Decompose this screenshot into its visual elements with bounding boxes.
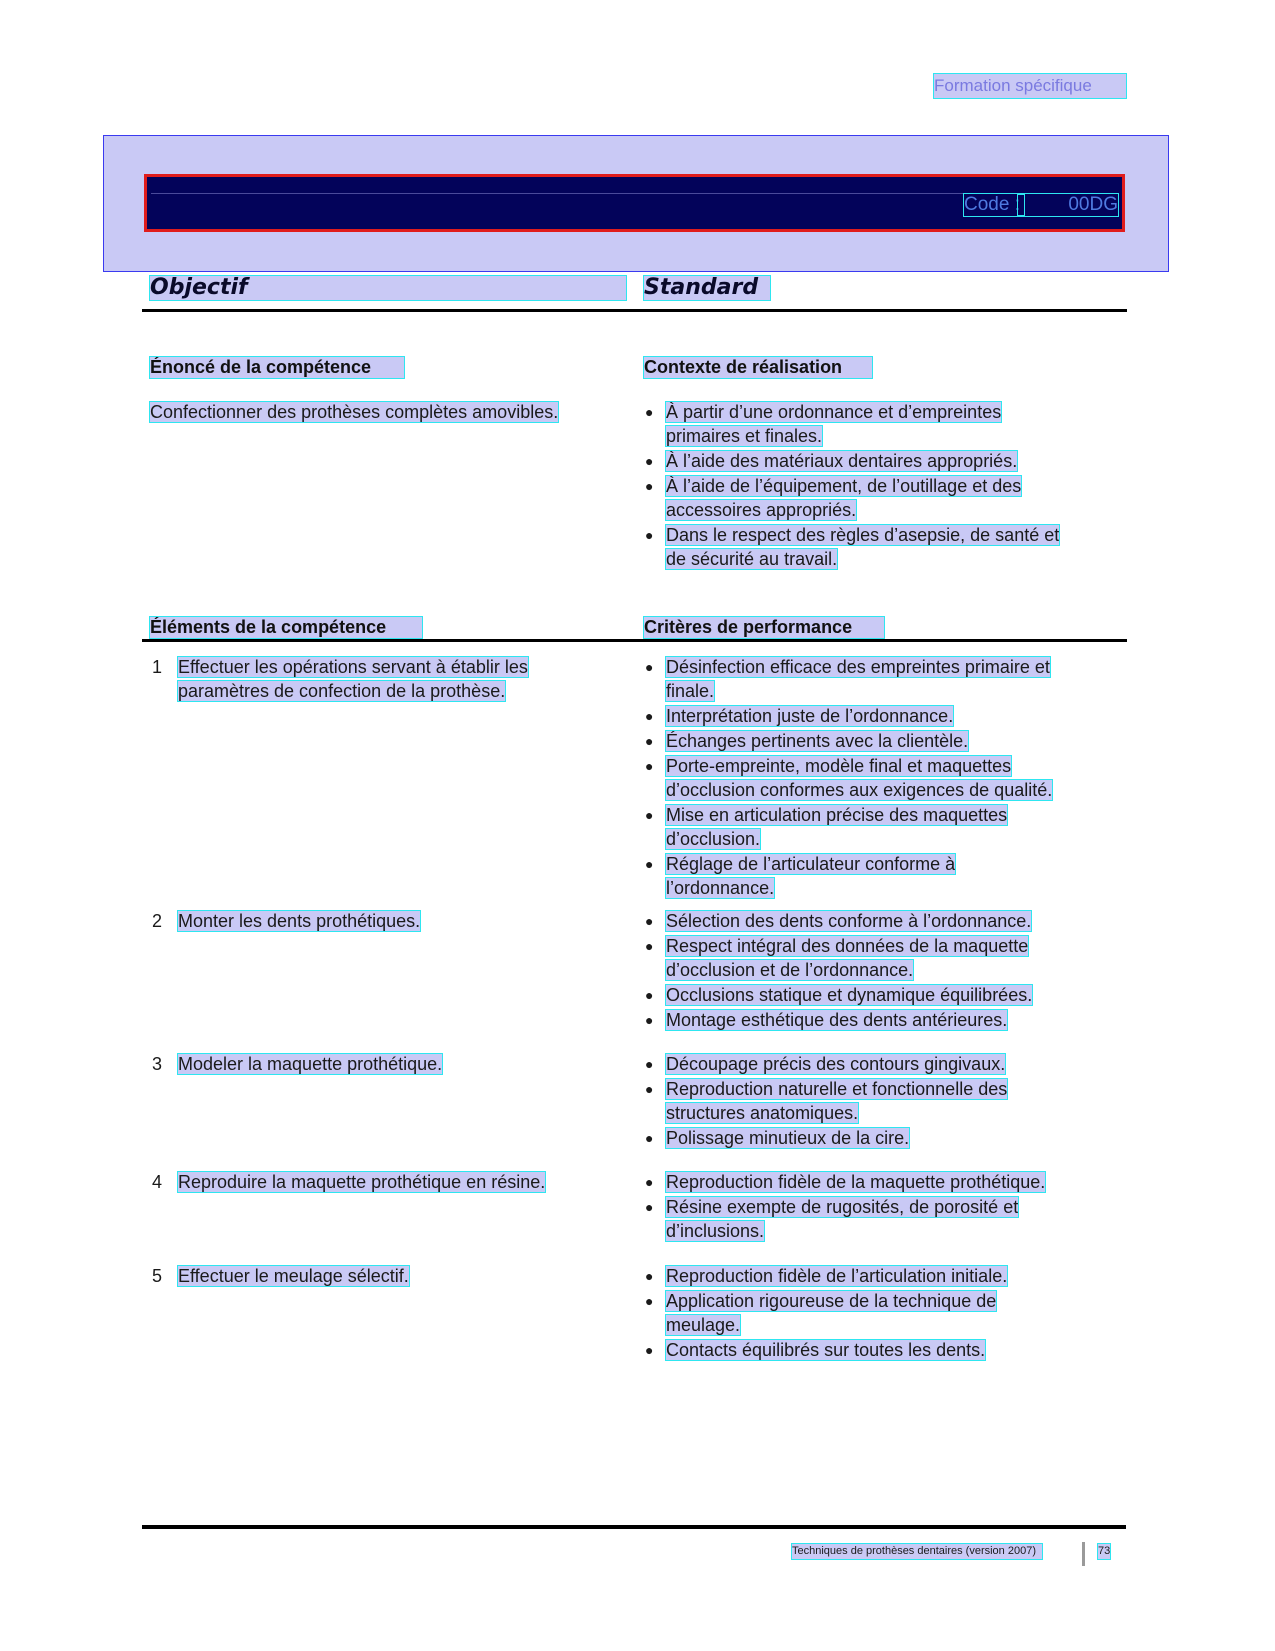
column-heading-standard: Standard: [644, 276, 770, 300]
bullet-icon: ●: [645, 453, 654, 469]
criterion-text: finale.: [666, 681, 715, 701]
criterion-item: [644, 523, 1114, 571]
bullet-icon: ●: [645, 758, 654, 774]
criterion-text: l’ordonnance.: [666, 878, 775, 898]
bullet-icon: ●: [645, 1174, 654, 1190]
heading-rule: [142, 309, 1127, 312]
criterion-text: Reproduction fidèle de la maquette prothétique.: [666, 1172, 1046, 1192]
criterion-item: [644, 449, 1114, 473]
criterion-text: meulage.: [666, 1315, 741, 1335]
criterion-item: [644, 754, 1114, 802]
bullet-icon: ●: [645, 1342, 654, 1358]
element-number: 4: [152, 1172, 163, 1192]
criterion-text: d’occlusion conformes aux exigences de qualité.: [666, 780, 1053, 800]
bullet-icon: ●: [645, 1199, 654, 1215]
criteria-list: [644, 1052, 1114, 1151]
criterion-text: Reproduction fidèle de l’articulation initiale.: [666, 1266, 1008, 1286]
bullet-icon: ●: [645, 1012, 654, 1028]
criterion-item: [644, 1289, 1114, 1337]
contexte-list: [644, 400, 1114, 572]
criterion-text: Respect intégral des données de la maquette: [666, 936, 1029, 956]
bullet-icon: ●: [645, 987, 654, 1003]
criterion-text: Reproduction naturelle et fonctionnelle des: [666, 1079, 1008, 1099]
criterion-text: Porte-empreinte, modèle final et maquettes: [666, 756, 1012, 776]
criterion-item: [644, 729, 1114, 753]
bullet-icon: ●: [645, 807, 654, 823]
element-number: 2: [152, 911, 163, 931]
criterion-text: Sélection des dents conforme à l’ordonnance.: [666, 911, 1032, 931]
bullet-icon: ●: [645, 938, 654, 954]
criterion-item: [644, 909, 1114, 933]
bullet-icon: ●: [645, 404, 654, 420]
criterion-item: [644, 400, 1114, 448]
criterion-item: [644, 704, 1114, 728]
element-text: Effectuer les opérations servant à établir les: [178, 657, 528, 677]
criterion-text: À l’aide de l’équipement, de l’outillage et des: [666, 476, 1022, 496]
criterion-text: d’inclusions.: [666, 1221, 765, 1241]
criteria-list: [644, 1170, 1114, 1244]
criterion-item: [644, 1008, 1114, 1032]
criterion-item: [644, 1077, 1114, 1125]
enonce-line: Confectionner des prothèses complètes amovibles.: [150, 402, 559, 422]
bullet-icon: ●: [645, 913, 654, 929]
bullet-icon: ●: [645, 659, 654, 675]
criterion-item: [644, 1170, 1114, 1194]
criterion-item: [644, 803, 1114, 851]
element-text: Reproduire la maquette prothétique en résine.: [178, 1172, 546, 1192]
element-number: 3: [152, 1054, 163, 1074]
criterion-text: Mise en articulation précise des maquettes: [666, 805, 1008, 825]
element-text: Modeler la maquette prothétique.: [178, 1054, 443, 1074]
criterion-item: [644, 1195, 1114, 1243]
bullet-icon: ●: [645, 1293, 654, 1309]
criterion-item: [644, 474, 1114, 522]
footer-separator: [1082, 1542, 1085, 1566]
elements-heading: Éléments de la compétence: [150, 617, 422, 638]
code-value: 00DG: [1068, 194, 1118, 215]
bullet-icon: ●: [645, 1268, 654, 1284]
criterion-text: de sécurité au travail.: [666, 549, 838, 569]
enonce-heading: Énoncé de la compétence: [150, 357, 404, 378]
competency-title-bar: [144, 174, 1125, 232]
footer-doc-title: Techniques de prothèses dentaires (version 2007): [792, 1544, 1042, 1559]
criterion-text: Montage esthétique des dents antérieures.: [666, 1010, 1008, 1030]
criterion-text: Résine exempte de rugosités, de porosité et: [666, 1197, 1019, 1217]
criterion-text: d’occlusion.: [666, 829, 761, 849]
criterion-text: Désinfection efficace des empreintes primaire et: [666, 657, 1050, 677]
bullet-icon: ●: [645, 1056, 654, 1072]
bullet-icon: ●: [645, 1081, 654, 1097]
criterion-text: Réglage de l’articulateur conforme à: [666, 854, 956, 874]
criterion-item: [644, 934, 1114, 982]
code-label: Code :: [964, 194, 1020, 215]
criterion-item: [644, 983, 1114, 1007]
criterion-text: À l’aide des matériaux dentaires appropriés.: [666, 451, 1018, 471]
bullet-icon: ●: [645, 478, 654, 494]
bullet-icon: ●: [645, 733, 654, 749]
element-number: 5: [152, 1266, 163, 1286]
criteria-list: [644, 909, 1114, 1033]
criterion-text: Dans le respect des règles d’asepsie, de santé et: [666, 525, 1060, 545]
criterion-item: [644, 1338, 1114, 1362]
criterion-text: accessoires appropriés.: [666, 500, 857, 520]
contexte-heading: Contexte de réalisation: [644, 357, 872, 378]
section-label: Formation spécifique: [934, 74, 1126, 98]
page-number: 73: [1098, 1545, 1111, 1557]
element-number: 1: [152, 657, 163, 677]
criterion-text: Échanges pertinents avec la clientèle.: [666, 731, 969, 751]
criterion-text: À partir d’une ordonnance et d’empreintes: [666, 402, 1002, 422]
criterion-item: [644, 1126, 1114, 1150]
criterion-item: [644, 1052, 1114, 1076]
criterion-item: [644, 655, 1114, 703]
criterion-item: [644, 1264, 1114, 1288]
code-separator: [1018, 195, 1024, 215]
bullet-icon: ●: [645, 1130, 654, 1146]
criterion-text: Découpage précis des contours gingivaux.: [666, 1054, 1006, 1074]
criterion-item: [644, 852, 1114, 900]
criterion-text: Occlusions statique et dynamique équilibrées.: [666, 985, 1033, 1005]
criterion-text: Interprétation juste de l’ordonnance.: [666, 706, 954, 726]
criteria-list: [644, 655, 1114, 901]
criterion-text: Polissage minutieux de la cire.: [666, 1128, 910, 1148]
element-text: Monter les dents prothétiques.: [178, 911, 421, 931]
criterion-text: primaires et finales.: [666, 426, 823, 446]
code-box: [964, 194, 1118, 216]
column-heading-objectif: Objectif: [150, 276, 626, 300]
criterion-text: d’occlusion et de l’ordonnance.: [666, 960, 914, 980]
enonce-text: [150, 400, 558, 424]
criteria-list: [644, 1264, 1114, 1363]
elements-rule: [142, 639, 1127, 642]
footer-rule: [142, 1525, 1126, 1529]
criterion-text: Application rigoureuse de la technique de: [666, 1291, 997, 1311]
bullet-icon: ●: [645, 527, 654, 543]
criterion-text: structures anatomiques.: [666, 1103, 859, 1123]
bullet-icon: ●: [645, 856, 654, 872]
criteres-heading: Critères de performance: [644, 617, 884, 638]
element-text: Effectuer le meulage sélectif.: [178, 1266, 409, 1286]
element-text: paramètres de confection de la prothèse.: [178, 681, 506, 701]
bullet-icon: ●: [645, 708, 654, 724]
criterion-text: Contacts équilibrés sur toutes les dents.: [666, 1340, 986, 1360]
